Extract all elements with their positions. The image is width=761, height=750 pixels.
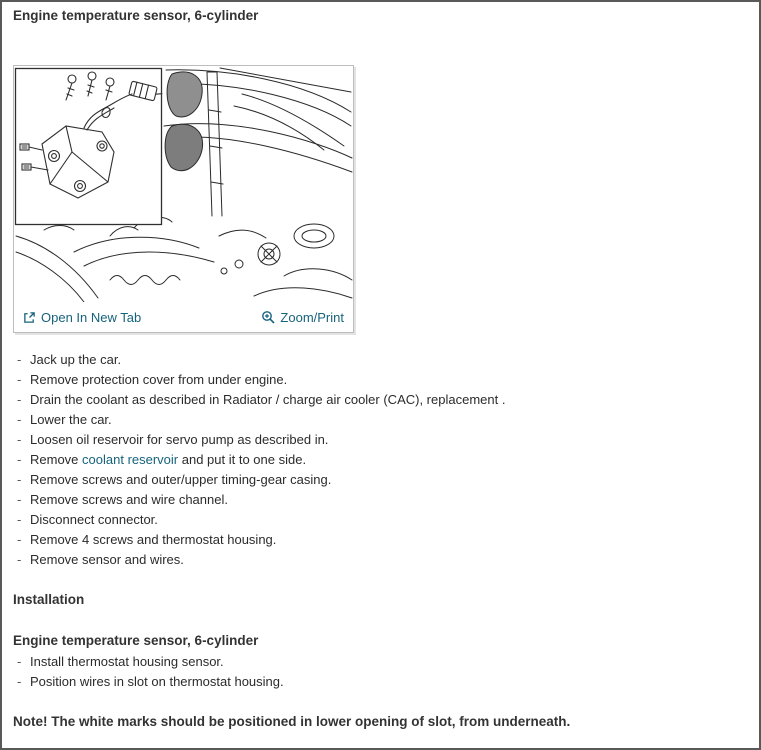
step-text: Loosen oil reservoir for servo pump as described in. <box>30 432 329 447</box>
list-item <box>13 672 284 692</box>
bullet-dash: - <box>17 532 22 547</box>
magnifier-plus-icon <box>261 310 275 324</box>
window-new-tab-icon <box>23 311 36 324</box>
bullet-dash: - <box>17 372 22 387</box>
page-title: Engine temperature sensor, 6-cylinder <box>13 8 259 23</box>
step-text: Position wires in slot on thermostat housing. <box>30 674 284 689</box>
list-item <box>13 450 505 470</box>
list-item <box>13 490 505 510</box>
step-text: Remove protection cover from under engine. <box>30 372 288 387</box>
bullet-dash: - <box>17 654 22 669</box>
step-text-prefix: Remove <box>30 452 83 467</box>
zoom-print-button[interactable] <box>261 310 344 325</box>
bullet-dash: - <box>17 352 22 367</box>
note-text: Note! The white marks should be positioned in lower opening of slot, from underneath. <box>13 714 571 729</box>
engine-diagram-frame <box>13 65 354 333</box>
step-text: Remove sensor and wires. <box>30 552 184 567</box>
step-text: Drain the coolant as described in Radiator / charge air cooler (CAC), replacement . <box>30 392 506 407</box>
list-item <box>13 510 505 530</box>
engine-diagram <box>14 66 353 302</box>
bullet-dash: - <box>17 392 22 407</box>
bullet-dash: - <box>17 552 22 567</box>
zoom-print-label: Zoom/Print <box>280 309 344 325</box>
installation-subheading: Engine temperature sensor, 6-cylinder <box>13 633 259 648</box>
list-item <box>13 530 505 550</box>
figure-toolbar <box>14 302 353 332</box>
coolant-reservoir-link[interactable]: coolant reservoir <box>82 452 179 467</box>
bullet-dash: - <box>17 452 22 467</box>
step-text: Remove screws and wire channel. <box>30 492 228 507</box>
list-item <box>13 550 505 570</box>
step-text: Install thermostat housing sensor. <box>30 654 224 669</box>
bullet-dash: - <box>17 472 22 487</box>
open-in-new-tab-button[interactable] <box>23 310 141 325</box>
installation-heading: Installation <box>13 592 85 607</box>
list-item <box>13 652 284 672</box>
bullet-dash: - <box>17 412 22 427</box>
step-text: Lower the car. <box>30 412 112 427</box>
bullet-dash: - <box>17 432 22 447</box>
step-text-suffix: and put it to one side. <box>178 452 307 467</box>
step-text: Jack up the car. <box>30 352 122 367</box>
list-item <box>13 430 505 450</box>
open-in-new-tab-label: Open In New Tab <box>41 309 142 325</box>
step-text: Remove screws and outer/upper timing-gear casing. <box>30 472 332 487</box>
bullet-dash: - <box>17 512 22 527</box>
list-item <box>13 470 505 490</box>
bullet-dash: - <box>17 492 22 507</box>
list-item <box>13 390 505 410</box>
step-text <box>30 450 306 470</box>
bullet-dash: - <box>17 674 22 689</box>
removal-steps-list <box>13 350 505 570</box>
list-item <box>13 350 505 370</box>
step-text: Disconnect connector. <box>30 512 158 527</box>
step-text: Remove 4 screws and thermostat housing. <box>30 532 277 547</box>
list-item <box>13 370 505 390</box>
installation-steps-list <box>13 652 284 692</box>
list-item <box>13 410 505 430</box>
